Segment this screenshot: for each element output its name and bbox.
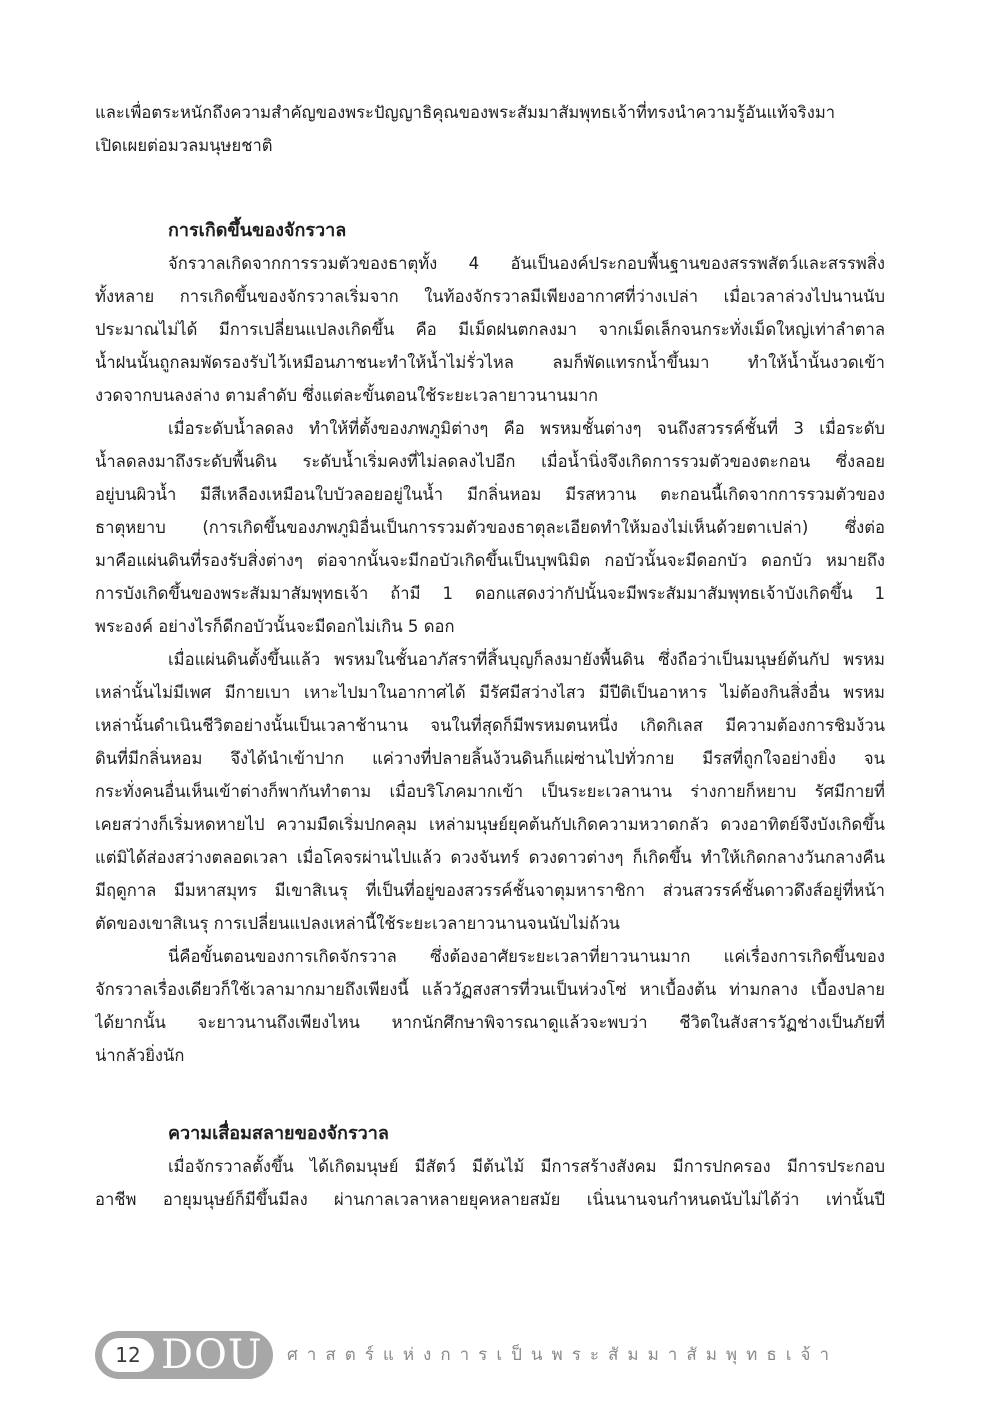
paragraph-line: พระองค์ อย่างไรก็ดีกอบัวนั้นจะมีดอกไม่เกิน 5 ดอก [95,617,455,636]
paragraph-line: จักรวาลเรื่องเดียวก็ใช้เวลามากมายถึงเพียงนี้ แล้ววัฏสงสารที่วนเป็นห่วงโซ่ หาเบื้องต้น ท่ามกลาง เบื้องปลาย [95,980,885,999]
paragraph-line: เคยสว่างก็เริ่มหดหายไป ความมืดเริ่มปกคลุม เหล่ามนุษย์ยุคต้นกัปเกิดความหวาดกลัว ดวงอาทิตย์จึงบังเกิดขึ้น [95,815,885,834]
paragraph-line: น่ากลัวยิ่งนัก [95,1046,185,1065]
page-number: 12 [102,1338,154,1372]
footer-badge [95,1331,273,1379]
paragraph-line: กระทั่งคนอื่นเห็นเข้าต่างก็พากันทำตาม เมื่อบริโภคมากเข้า เป็นระยะเวลานาน ร่างกายก็หยาบ รัศมีกายที่ [95,782,885,801]
paragraph-line: เมื่อแผ่นดินตั้งขึ้นแล้ว พรหมในชั้นอาภัสราที่สิ้นบุญก็ลงมายังพื้นดิน ซึ่งถือว่าเป็นมนุษย์ต้นกัป พรหม [168,650,885,669]
paragraph-line: ธาตุหยาบ (การเกิดขึ้นของภพภูมิอื่นเป็นการรวมตัวของธาตุละเอียดทำให้มองไม่เห็นด้วยตาเปล่า) ซึ่งต่อ [95,518,885,537]
page-footer [95,1331,915,1379]
paragraph-line: ดินที่มีกลิ่นหอม จึงได้นำเข้าปาก แค่วางที่ปลายลิ้นง้วนดินก็แผ่ซ่านไปทั่วกาย มีรสที่ถูกใจอย่างยิ่ง จน [95,749,885,768]
paragraph-line: เหล่านั้นดำเนินชีวิตอย่างนั้นเป็นเวลาช้านาน จนในที่สุดก็มีพรหมตนหนึ่ง เกิดกิเลส มีความต้องการชิมง้วน [95,716,885,735]
paragraph-line: อาชีพ อายุมนุษย์ก็มีขึ้นมีลง ผ่านกาลเวลาหลายยุคหลายสมัย เนิ่นนานจนกำหนดนับไม่ได้ว่า เท่านั้นปี [95,1190,885,1209]
paragraph-line: งวดจากบนลงล่าง ตามลำดับ ซึ่งแต่ละขั้นตอนใช้ระยะเวลายาวนานมาก [95,386,599,405]
intro-line: และเพื่อตระหนักถึงความสำคัญของพระปัญญาธิคุณของพระสัมมาสัมพุทธเจ้าที่ทรงนำความรู้อันแท้จริงมา [95,103,836,122]
paragraph-line: อยู่บนผิวน้ำ มีสีเหลืองเหมือนใบบัวลอยอยู่ในน้ำ มีกลิ่นหอม มีรสหวาน ตะกอนนี้เกิดจากการรวมตัวของ [95,485,885,504]
paragraph-line: ตัดของเขาสิเนรุ การเปลี่ยนแปลงเหล่านี้ใช้ระยะเวลายาวนานจนนับไม่ถ้วน [95,914,620,933]
paragraph-line: นี่คือขั้นตอนของการเกิดจักรวาล ซึ่งต้องอาศัยระยะเวลาที่ยาวนานมาก แค่เรื่องการเกิดขึ้นของ [168,947,885,966]
paragraph-line: การบังเกิดขึ้นของพระสัมมาสัมพุทธเจ้า ถ้ามี 1 ดอกแสดงว่ากัปนั้นจะมีพระสัมมาสัมพุทธเจ้าบังเกิดขึ้น 1 [95,584,885,603]
paragraph-line: น้ำฝนนั้นถูกลมพัดรองรับไว้เหมือนภาชนะทำให้น้ำไม่รั่วไหล ลมก็พัดแทรกน้ำขึ้นมา ทำให้น้ำนั้นงวดเข้า [95,353,885,372]
paragraph-line: จักรวาลเกิดจากการรวมตัวของธาตุทั้ง 4 อันเป็นองค์ประกอบพื้นฐานของสรรพสัตว์และสรรพสิ่ง [168,254,885,273]
paragraph-line: น้ำลดลงมาถึงระดับพื้นดิน ระดับน้ำเริ่มคงที่ไม่ลดลงไปอีก เมื่อน้ำนิ่งจึงเกิดการรวมตัวของตะกอน ซึ่งลอย [95,452,885,471]
intro-line: เปิดเผยต่อมวลมนุษยชาติ [95,136,273,155]
page-content [95,96,885,1216]
paragraph-line: เมื่อจักรวาลตั้งขึ้น ได้เกิดมนุษย์ มีสัตว์ มีต้นไม้ มีการสร้างสังคม มีการปกครอง มีการประกอบ [168,1157,885,1176]
paragraph-line: มาคือแผ่นดินที่รองรับสิ่งต่างๆ ต่อจากนั้นจะมีกอบัวเกิดขึ้นเป็นบุพนิมิต กอบัวนั้นจะมีดอกบัว ดอกบัว หมายถึง [95,551,885,570]
dou-logo: DOU [161,1332,263,1378]
paragraph-line: เมื่อระดับน้ำลดลง ทำให้ที่ตั้งของภพภูมิต่างๆ คือ พรหมชั้นต่างๆ จนถึงสวรรค์ชั้นที่ 3 เมื่อระดับ [168,419,885,438]
section-heading-decline: ความเสื่อมสลายของจักรวาล [168,1123,389,1144]
paragraph-line: มีฤดูกาล มีมหาสมุทร มีเขาสิเนรุ ที่เป็นที่อยู่ของสวรรค์ชั้นจาตุมหาราชิกา ส่วนสวรรค์ชั้นดาวดึงส์อยู่ที่หน้า [95,881,885,900]
paragraph-line: ได้ยากนั้น จะยาวนานถึงเพียงไหน หากนักศึกษาพิจารณาดูแล้วจะพบว่า ชีวิตในสังสารวัฏช่างเป็นภัยที่ [95,1013,885,1032]
book-title: ศาสตร์แห่งการเป็นพระสัมมาสัมพุทธเจ้า [287,1345,839,1365]
paragraph-line: แต่มิได้ส่องสว่างตลอดเวลา เมื่อโคจรผ่านไปแล้ว ดวงจันทร์ ดวงดาวต่างๆ ก็เกิดขึ้น ทำให้เกิดกลางวันกลางคืน [95,848,885,867]
paragraph-line: ทั้งหลาย การเกิดขึ้นของจักรวาลเริ่มจาก ในท้องจักรวาลมีเพียงอากาศที่ว่างเปล่า เมื่อเวลาล่วงไปนานนับ [95,287,885,306]
paragraph-line: ประมาณไม่ได้ มีการเปลี่ยนแปลงเกิดขึ้น คือ มีเม็ดฝนตกลงมา จากเม็ดเล็กจนกระทั่งเม็ดใหญ่เท่าลำตาล [95,320,885,339]
paragraph-line: เหล่านั้นไม่มีเพศ มีกายเบา เหาะไปมาในอากาศได้ มีรัศมีสว่างไสว มีปีติเป็นอาหาร ไม่ต้องกินสิ่งอื่น พรหม [95,683,885,702]
section-heading-origin: การเกิดขึ้นของจักรวาล [168,220,347,241]
